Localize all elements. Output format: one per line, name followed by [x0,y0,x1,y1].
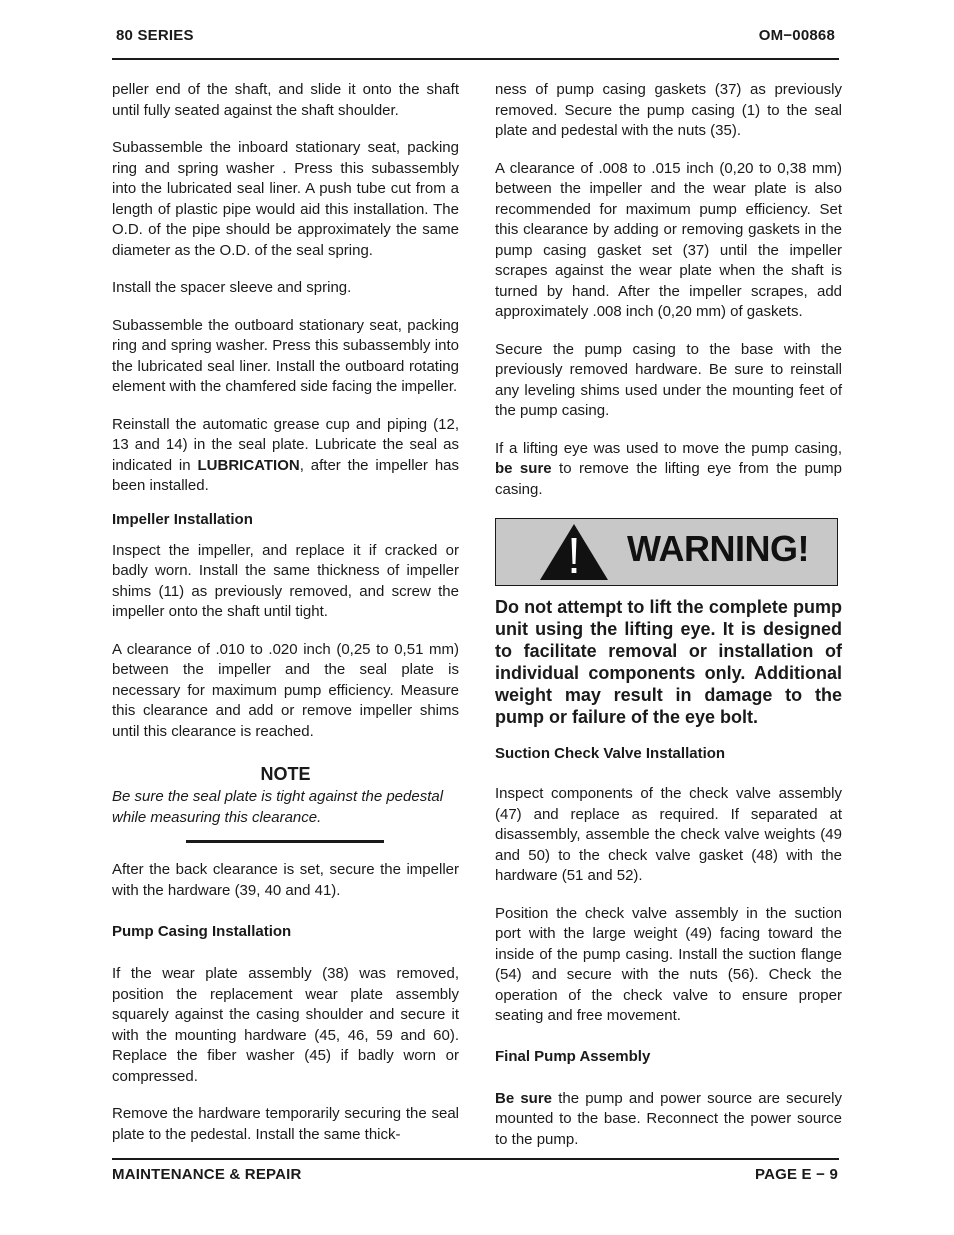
paragraph: Secure the pump casing to the base with the previously removed hardware. Be sure to reinstall any leveling shims used under the mounting feet of the pump casing. [495,340,842,419]
exclamation-triangle-icon [538,522,610,582]
paragraph: peller end of the shaft, and slide it onto the shaft until fully seated against the shaft shoulder. [112,81,459,119]
header-doc-number: OM−00868 [758,27,835,44]
paragraph: A clearance of .010 to .020 inch (0,25 to 0,51 mm) between the impeller and the seal plate is necessary for maximum pump efficiency. Measure this clearance and add or remove impeller shims until this clearance is reached. [112,640,459,740]
section-heading-impeller: Impeller Installation [112,510,253,528]
emphasis: Be sure [495,1089,553,1107]
warning-message: Do not attempt to lift the complete pump unit using the lifting eye. It is designed to facilitate removal or installation of individual components only. Additional weight may result in damage to the pump or failure of the eye bolt. [495,597,842,727]
note-block [112,763,459,843]
paragraph: Inspect the impeller, and replace it if cracked or badly worn. Install the same thickness of impeller shims (11) as previously removed, and screw the impeller onto the shaft until tight. [112,541,459,620]
paragraph [495,1089,842,1151]
paragraph: After the back clearance is set, secure the impeller with the hardware (39, 40 and 41). [112,861,459,899]
text-run: to remove the lifting eye from the pump casing. [495,460,843,498]
emphasis: be sure [495,460,552,477]
section-heading-pump-casing: Pump Casing Installation [112,923,292,940]
paragraph [495,439,842,501]
note-body: Be sure the seal plate is tight against the pedestal while measuring this clearance. [112,788,444,826]
paragraph: Inspect components of the check valve assembly (47) and replace as required. If separated at disassembly, assemble the check valve weights (49 and 50) to the check valve gasket (48) with the hardware (51 and 52). [495,785,842,884]
header-rule [112,58,839,60]
paragraph [112,415,459,497]
text-run: Reinstall the automatic grease cup and piping (12, 13 and 14) in the seal plate. Lubricate the seal as indicated in [112,415,459,474]
paragraph: Install the spacer sleeve and spring. [112,279,352,296]
paragraph: ness of pump casing gaskets (37) as previously removed. Secure the pump casing (1) to the seal plate and pedestal with the nuts (35). [495,81,842,139]
note-divider [186,840,384,843]
paragraph: If the wear plate assembly (38) was removed, position the replacement wear plate assembly squarely against the casing shoulder and secure it with the mounting hardware (45, 46, 59 and 60). Replace the fiber washer (45) if badly worn or compressed. [112,965,459,1085]
footer-rule [112,1158,839,1160]
paragraph: Remove the hardware temporarily securing the seal plate to the pedestal. Install the same thick- [112,1105,459,1143]
text-run: the pump and power source are securely mounted to the base. Reconnect the power source to the pump. [495,1089,843,1148]
section-heading-final-assembly: Final Pump Assembly [495,1047,651,1065]
text-run: , after the impeller has been installed. [112,456,459,494]
footer-page-number: PAGE E − 9 [754,1166,838,1183]
paragraph: Subassemble the outboard stationary seat, packing ring and spring washer. Press this subassembly into the lubricated seal liner. Install the outboard rotating element with the chamfered side facing the impeller. [112,316,459,395]
note-title: NOTE [260,764,311,784]
lubrication-reference: LUBRICATION [197,456,300,474]
warning-label: WARNING! [627,528,809,569]
header-series: 80 SERIES [116,27,194,44]
paragraph: Subassemble the inboard stationary seat, packing ring and spring washer . Press this subassembly into the lubricated seal liner. A push tube cut from a length of plastic pipe would aid this installation. The O.D. of the pipe should be approximately the same diameter as the O.D. of the seal spring. [112,139,459,259]
footer-section: MAINTENANCE & REPAIR [112,1166,302,1183]
warning-banner [495,518,838,586]
right-column [495,80,842,1150]
text-run: If a lifting eye was used to move the pump casing, [495,439,842,457]
paragraph: A clearance of .008 to .015 inch (0,20 to 0,38 mm) between the impeller and the wear plate is also recommended for maximum pump efficiency. Set this clearance by adding or removing gaskets in the pump casing gasket set (37) until the impeller scrapes against the wear plate when the shaft is turned by hand. After the impeller scrapes, add approximately .008 inch (0,20 mm) of gaskets. [495,159,842,320]
paragraph: Position the check valve assembly in the suction port with the large weight (49) facing toward the inside of the pump casing. Install the suction flange (54) and secure with the nuts (56). Check the operation of the check valve to ensure proper seating and free movement. [495,904,842,1024]
left-column [112,80,459,1145]
section-heading-suction-check-valve: Suction Check Valve Installation [495,745,726,762]
